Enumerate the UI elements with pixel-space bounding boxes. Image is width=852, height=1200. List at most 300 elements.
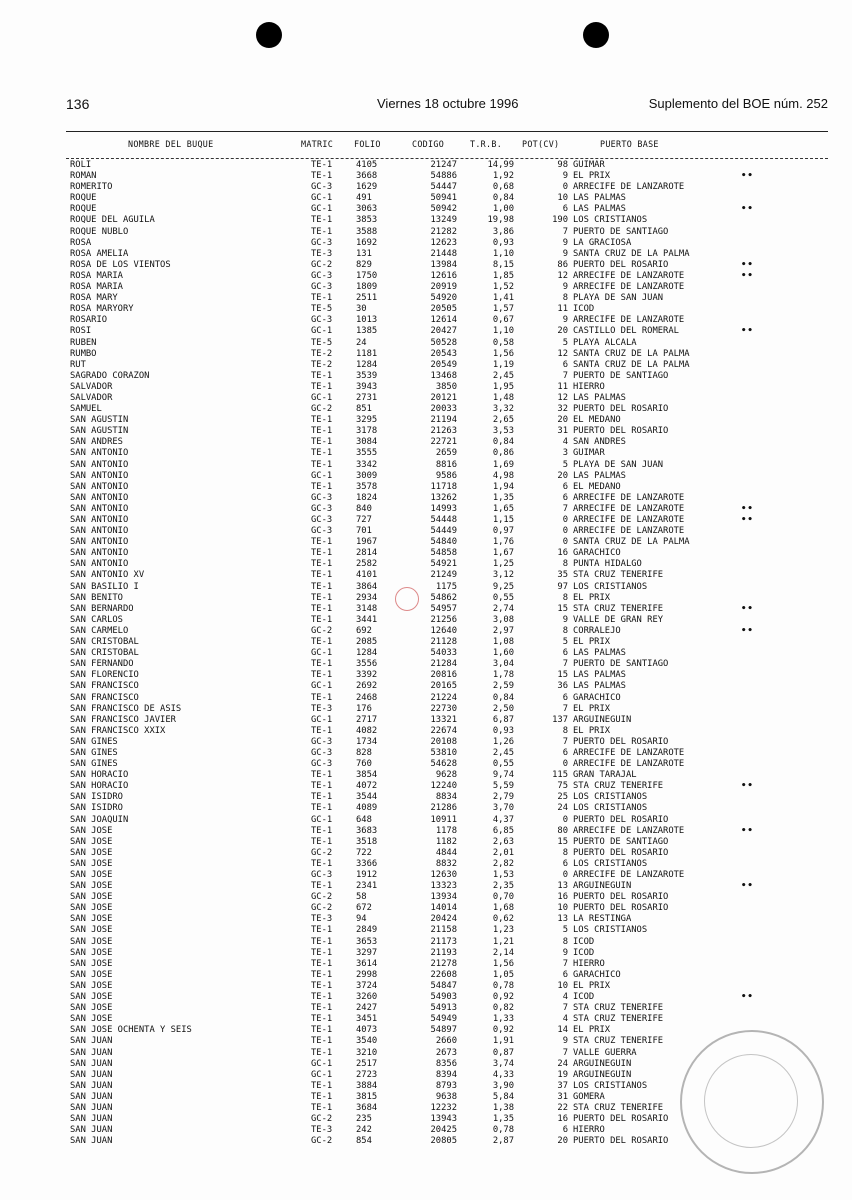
folio: 3441 (356, 614, 378, 625)
codigo: 22721 (430, 437, 457, 448)
codigo: 54447 (430, 182, 457, 193)
table-row (0, 371, 852, 382)
codigo: 12240 (430, 781, 457, 792)
matricula: TE-1 (311, 1003, 333, 1014)
trb: 0,84 (492, 692, 514, 703)
matricula: TE-1 (311, 925, 333, 936)
matricula: TE-1 (311, 171, 333, 182)
vessel-name: SAN FRANCISCO JAVIER (70, 714, 176, 725)
trb: 0,86 (492, 448, 514, 459)
folio: 3009 (356, 470, 378, 481)
codigo: 20165 (430, 681, 457, 692)
folio: 3683 (356, 825, 378, 836)
puerto-base: PUNTA HIDALGO (573, 559, 642, 570)
potencia: 4 (562, 1014, 568, 1025)
matricula: GC-1 (311, 392, 333, 403)
vessel-name: SAN JUAN (70, 1058, 113, 1069)
vessel-name: ROQUE NUBLO (70, 226, 129, 237)
codigo: 20427 (430, 326, 457, 337)
folio: 3853 (356, 215, 378, 226)
trb: 1,78 (492, 670, 514, 681)
vessel-name: SAN JOSE (70, 870, 113, 880)
matricula: TE-1 (311, 692, 333, 703)
puerto-base: PUERTO DEL ROSARIO (573, 1136, 669, 1147)
codigo: 13984 (430, 259, 457, 270)
matricula: TE-1 (311, 670, 333, 681)
table-row (0, 903, 852, 914)
folio: 2849 (356, 925, 378, 936)
folio: 176 (356, 703, 372, 714)
matricula: GC-3 (311, 503, 333, 514)
potencia: 10 (557, 980, 568, 991)
matricula: GC-1 (311, 204, 333, 215)
matricula: TE-1 (311, 570, 333, 581)
puerto-base: EL PRIX (573, 171, 611, 182)
folio: 4101 (356, 570, 378, 581)
vessel-name: SAN JOSE (70, 1003, 113, 1014)
table-row (0, 393, 852, 404)
codigo: 22608 (430, 969, 457, 980)
vessel-name: SAN ANTONIO XV (70, 570, 145, 581)
matricula: GC-2 (311, 903, 333, 914)
potencia: 10 (557, 903, 568, 914)
trb: 5,59 (492, 781, 514, 792)
codigo: 20425 (430, 1125, 457, 1136)
puerto-base: LA GRACIOSA (573, 237, 632, 248)
potencia: 5 (562, 637, 568, 648)
codigo: 54949 (430, 1014, 457, 1025)
table-row (0, 914, 852, 925)
trb: 2,59 (492, 681, 514, 692)
table-row (0, 404, 852, 415)
folio: 1912 (356, 870, 378, 880)
potencia: 9 (562, 614, 568, 625)
puerto-base: ICOD (573, 992, 595, 1003)
codigo: 21448 (430, 248, 457, 259)
potencia: 9 (562, 315, 568, 326)
potencia: 0 (562, 759, 568, 770)
folio: 828 (356, 747, 372, 758)
matricula: GC-3 (311, 526, 333, 537)
potencia: 8 (562, 847, 568, 858)
vessel-name: ROSI (70, 326, 92, 337)
vessel-table (0, 160, 852, 1147)
table-row (0, 837, 852, 848)
trb: 0,70 (492, 892, 514, 903)
page-header (66, 96, 828, 114)
folio: 242 (356, 1125, 372, 1136)
potencia: 16 (557, 548, 568, 559)
trb: 2,63 (492, 836, 514, 847)
vessel-name: ROSA AMELIA (70, 248, 129, 259)
folio: 3684 (356, 1102, 378, 1113)
row-mark: •• (741, 259, 754, 270)
punch-hole-left (256, 22, 282, 48)
vessel-name: SAN CRISTOBAL (70, 637, 139, 648)
vessel-name: SAN CRISTOBAL (70, 648, 139, 659)
table-row (0, 759, 852, 770)
codigo: 21256 (430, 614, 457, 625)
table-row (0, 482, 852, 493)
table-row (0, 515, 852, 526)
matricula: GC-1 (311, 681, 333, 692)
trb: 1,60 (492, 648, 514, 659)
trb: 0,62 (492, 914, 514, 925)
vessel-name: SAN JOSE (70, 980, 113, 991)
trb: 2,79 (492, 792, 514, 803)
folio: 3342 (356, 459, 378, 470)
table-row (0, 892, 852, 903)
trb: 0,93 (492, 237, 514, 248)
row-mark: •• (741, 171, 754, 182)
table-row (0, 548, 852, 559)
matricula: GC-2 (311, 259, 333, 270)
table-row (0, 626, 852, 637)
puerto-base: PUERTO DE SANTIAGO (573, 659, 669, 670)
codigo: 21284 (430, 659, 457, 670)
trb: 1,26 (492, 736, 514, 747)
folio: 3884 (356, 1080, 378, 1091)
folio: 3556 (356, 659, 378, 670)
table-row (0, 715, 852, 726)
trb: 2,74 (492, 603, 514, 614)
potencia: 6 (562, 1125, 568, 1136)
folio: 235 (356, 1114, 372, 1125)
trb: 0,84 (492, 437, 514, 448)
puerto-base: ARRECIFE DE LANZAROTE (573, 870, 685, 880)
potencia: 86 (557, 259, 568, 270)
codigo: 12623 (430, 237, 457, 248)
potencia: 3 (562, 448, 568, 459)
column-header-codigo: CODIGO (412, 139, 445, 149)
potencia: 9 (562, 248, 568, 259)
potencia: 190 (552, 215, 568, 226)
matricula: TE-1 (311, 836, 333, 847)
vessel-name: SAN ANTONIO (70, 448, 129, 459)
codigo: 1175 (435, 581, 457, 592)
codigo: 2659 (435, 448, 457, 459)
matricula: TE-1 (311, 1036, 333, 1047)
trb: 6,87 (492, 714, 514, 725)
trb: 2,14 (492, 947, 514, 958)
codigo: 20121 (430, 392, 457, 403)
codigo: 53810 (430, 747, 457, 758)
row-mark: •• (741, 881, 754, 892)
matricula: TE-1 (311, 293, 333, 304)
codigo: 12232 (430, 1102, 457, 1113)
matricula: TE-1 (311, 947, 333, 958)
puerto-base: ARRECIFE DE LANZAROTE (573, 747, 685, 758)
table-row (0, 726, 852, 737)
trb: 4,33 (492, 1069, 514, 1080)
potencia: 6 (562, 692, 568, 703)
potencia: 0 (562, 814, 568, 825)
puerto-base: SANTA CRUZ DE LA PALMA (573, 359, 690, 370)
table-row (0, 304, 852, 315)
potencia: 9 (562, 1036, 568, 1047)
puerto-base: PUERTO DEL ROSARIO (573, 903, 669, 914)
folio: 1750 (356, 270, 378, 281)
folio: 4072 (356, 781, 378, 792)
puerto-base: PUERTO DEL ROSARIO (573, 1114, 669, 1125)
matricula: GC-2 (311, 625, 333, 636)
puerto-base: EL MEDANO (573, 415, 621, 426)
vessel-name: ROQUE (70, 204, 97, 215)
puerto-base: PUERTO DEL ROSARIO (573, 814, 669, 825)
codigo: 9586 (435, 470, 457, 481)
folio: 3555 (356, 448, 378, 459)
codigo: 21128 (430, 637, 457, 648)
vessel-name: SAN BASILIO I (70, 581, 139, 592)
table-row (0, 249, 852, 260)
trb: 1,23 (492, 925, 514, 936)
puerto-base: STA CRUZ TENERIFE (573, 1003, 664, 1014)
column-header-puerto: PUERTO BASE (600, 139, 659, 149)
potencia: 6 (562, 969, 568, 980)
vessel-name: SAN JUAN (70, 1114, 113, 1125)
vessel-name: ROSA MARYORY (70, 304, 134, 315)
puerto-base: PLAYA DE SAN JUAN (573, 459, 664, 470)
potencia: 20 (557, 1136, 568, 1147)
puerto-base: SANTA CRUZ DE LA PALMA (573, 248, 690, 259)
codigo: 20033 (430, 404, 457, 415)
codigo: 12640 (430, 625, 457, 636)
vessel-name: SALVADOR (70, 392, 113, 403)
folio: 3544 (356, 792, 378, 803)
matricula: TE-1 (311, 448, 333, 459)
matricula: TE-2 (311, 348, 333, 359)
table-row (0, 826, 852, 837)
header-supplement: Suplemento del BOE núm. 252 (648, 96, 828, 111)
codigo: 21247 (430, 160, 457, 170)
trb: 4,37 (492, 814, 514, 825)
potencia: 7 (562, 703, 568, 714)
codigo: 54903 (430, 992, 457, 1003)
potencia: 10 (557, 193, 568, 204)
folio: 2717 (356, 714, 378, 725)
matricula: TE-1 (311, 226, 333, 237)
puerto-base: STA CRUZ TENERIFE (573, 570, 664, 581)
puerto-base: LOS CRISTIANOS (573, 925, 648, 936)
table-row (0, 815, 852, 826)
codigo: 21286 (430, 803, 457, 814)
puerto-base: EL PRIX (573, 1025, 611, 1036)
matricula: GC-2 (311, 1114, 333, 1125)
table-row (0, 970, 852, 981)
folio: 3392 (356, 670, 378, 681)
codigo: 8832 (435, 858, 457, 869)
matricula: TE-1 (311, 1080, 333, 1091)
table-row (0, 670, 852, 681)
trb: 0,82 (492, 1003, 514, 1014)
page-number: 136 (66, 96, 90, 112)
table-row (0, 848, 852, 859)
potencia: 9 (562, 282, 568, 293)
folio: 3297 (356, 947, 378, 958)
codigo: 54449 (430, 526, 457, 537)
potencia: 7 (562, 958, 568, 969)
folio: 1284 (356, 648, 378, 659)
matricula: TE-1 (311, 481, 333, 492)
vessel-name: SAN ANTONIO (70, 537, 129, 548)
codigo: 13262 (430, 492, 457, 503)
folio: 1385 (356, 326, 378, 337)
puerto-base: PUERTO DEL ROSARIO (573, 736, 669, 747)
trb: 0,58 (492, 337, 514, 348)
matricula: TE-1 (311, 881, 333, 892)
codigo: 13943 (430, 1114, 457, 1125)
table-row (0, 570, 852, 581)
vessel-name: SAN ANTONIO (70, 503, 129, 514)
matricula: TE-5 (311, 337, 333, 348)
matricula: GC-3 (311, 515, 333, 525)
potencia: 6 (562, 858, 568, 869)
folio: 1967 (356, 537, 378, 548)
trb: 0,92 (492, 1025, 514, 1036)
trb: 2,01 (492, 847, 514, 858)
matricula: TE-1 (311, 825, 333, 836)
matricula: TE-1 (311, 614, 333, 625)
matricula: GC-1 (311, 1058, 333, 1069)
potencia: 6 (562, 204, 568, 215)
trb: 1,15 (492, 515, 514, 525)
codigo: 54448 (430, 515, 457, 525)
folio: 3518 (356, 836, 378, 847)
table-row (0, 437, 852, 448)
vessel-name: SAN GINES (70, 736, 118, 747)
potencia: 6 (562, 359, 568, 370)
matricula: TE-1 (311, 980, 333, 991)
potencia: 15 (557, 836, 568, 847)
matricula: GC-2 (311, 404, 333, 415)
trb: 2,65 (492, 415, 514, 426)
trb: 1,65 (492, 503, 514, 514)
codigo: 8816 (435, 459, 457, 470)
table-row (0, 859, 852, 870)
trb: 6,85 (492, 825, 514, 836)
puerto-base: ARRECIFE DE LANZAROTE (573, 759, 685, 770)
vessel-name: SAN JOSE (70, 881, 113, 892)
potencia: 7 (562, 1003, 568, 1014)
vessel-name: SAN JOSE OCHENTA Y SEIS (70, 1025, 192, 1036)
trb: 3,04 (492, 659, 514, 670)
matricula: TE-1 (311, 592, 333, 603)
trb: 2,35 (492, 881, 514, 892)
puerto-base: ARGUINEGUIN (573, 881, 632, 892)
table-row (0, 382, 852, 393)
codigo: 54897 (430, 1025, 457, 1036)
trb: 3,32 (492, 404, 514, 415)
puerto-base: ARRECIFE DE LANZAROTE (573, 182, 685, 193)
codigo: 12614 (430, 315, 457, 326)
table-row (0, 326, 852, 337)
puerto-base: GARACHICO (573, 969, 621, 980)
trb: 1,85 (492, 270, 514, 281)
matricula: TE-1 (311, 1102, 333, 1113)
folio: 58 (356, 892, 367, 903)
codigo: 54847 (430, 980, 457, 991)
vessel-name: SAMUEL (70, 404, 102, 415)
vessel-name: SAN JOSE (70, 925, 113, 936)
puerto-base: LAS PALMAS (573, 470, 626, 481)
puerto-base: ARRECIFE DE LANZAROTE (573, 825, 685, 836)
trb: 1,53 (492, 870, 514, 880)
vessel-name: SAN JOSE (70, 836, 113, 847)
codigo: 12630 (430, 870, 457, 880)
table-row (0, 792, 852, 803)
codigo: 1182 (435, 836, 457, 847)
codigo: 8356 (435, 1058, 457, 1069)
folio: 2731 (356, 392, 378, 403)
matricula: GC-1 (311, 714, 333, 725)
vessel-name: SAN JUAN (70, 1125, 113, 1136)
vessel-name: ROQUE (70, 193, 97, 204)
trb: 1,25 (492, 559, 514, 570)
puerto-base: STA CRUZ TENERIFE (573, 603, 664, 614)
matricula: GC-1 (311, 326, 333, 337)
trb: 9,25 (492, 581, 514, 592)
codigo: 50942 (430, 204, 457, 215)
folio: 3260 (356, 992, 378, 1003)
puerto-base: EL PRIX (573, 637, 611, 648)
table-row (0, 182, 852, 193)
potencia: 8 (562, 592, 568, 603)
vessel-name: SAN ANTONIO (70, 526, 129, 537)
table-row (0, 493, 852, 504)
potencia: 6 (562, 747, 568, 758)
table-row (0, 870, 852, 881)
table-rule (66, 158, 828, 159)
matricula: TE-1 (311, 537, 333, 548)
folio: 2814 (356, 548, 378, 559)
puerto-base: ARRECIFE DE LANZAROTE (573, 526, 685, 537)
trb: 1,33 (492, 1014, 514, 1025)
matricula: TE-1 (311, 992, 333, 1003)
folio: 3724 (356, 980, 378, 991)
codigo: 14014 (430, 903, 457, 914)
vessel-name: SAN ANTONIO (70, 559, 129, 570)
vessel-name: SAN ISIDRO (70, 803, 123, 814)
codigo: 13468 (430, 370, 457, 381)
vessel-name: ROSARIO (70, 315, 108, 326)
codigo: 21282 (430, 226, 457, 237)
codigo: 8394 (435, 1069, 457, 1080)
table-row (0, 781, 852, 792)
puerto-base: STA CRUZ TENERIFE (573, 1014, 664, 1025)
vessel-name: SAN ANDRES (70, 437, 123, 448)
puerto-base: CASTILLO DEL ROMERAL (573, 326, 679, 337)
trb: 1,41 (492, 293, 514, 304)
table-row (0, 360, 852, 371)
puerto-base: SAN ANDRES (573, 437, 626, 448)
vessel-name: SAN FRANCISCO DE ASIS (70, 703, 182, 714)
matricula: TE-3 (311, 703, 333, 714)
vessel-name: ROSA MARIA (70, 270, 123, 281)
matricula: GC-3 (311, 182, 333, 193)
trb: 1,00 (492, 204, 514, 215)
codigo: 14993 (430, 503, 457, 514)
codigo: 8793 (435, 1080, 457, 1091)
table-row (0, 460, 852, 471)
matricula: TE-1 (311, 160, 333, 170)
codigo: 54921 (430, 559, 457, 570)
row-mark: •• (741, 825, 754, 836)
puerto-base: VALLE DE GRAN REY (573, 614, 664, 625)
matricula: TE-1 (311, 548, 333, 559)
puerto-base: ARGUINEGUIN (573, 1058, 632, 1069)
puerto-base: PUERTO DEL ROSARIO (573, 892, 669, 903)
puerto-base: ICOD (573, 947, 595, 958)
